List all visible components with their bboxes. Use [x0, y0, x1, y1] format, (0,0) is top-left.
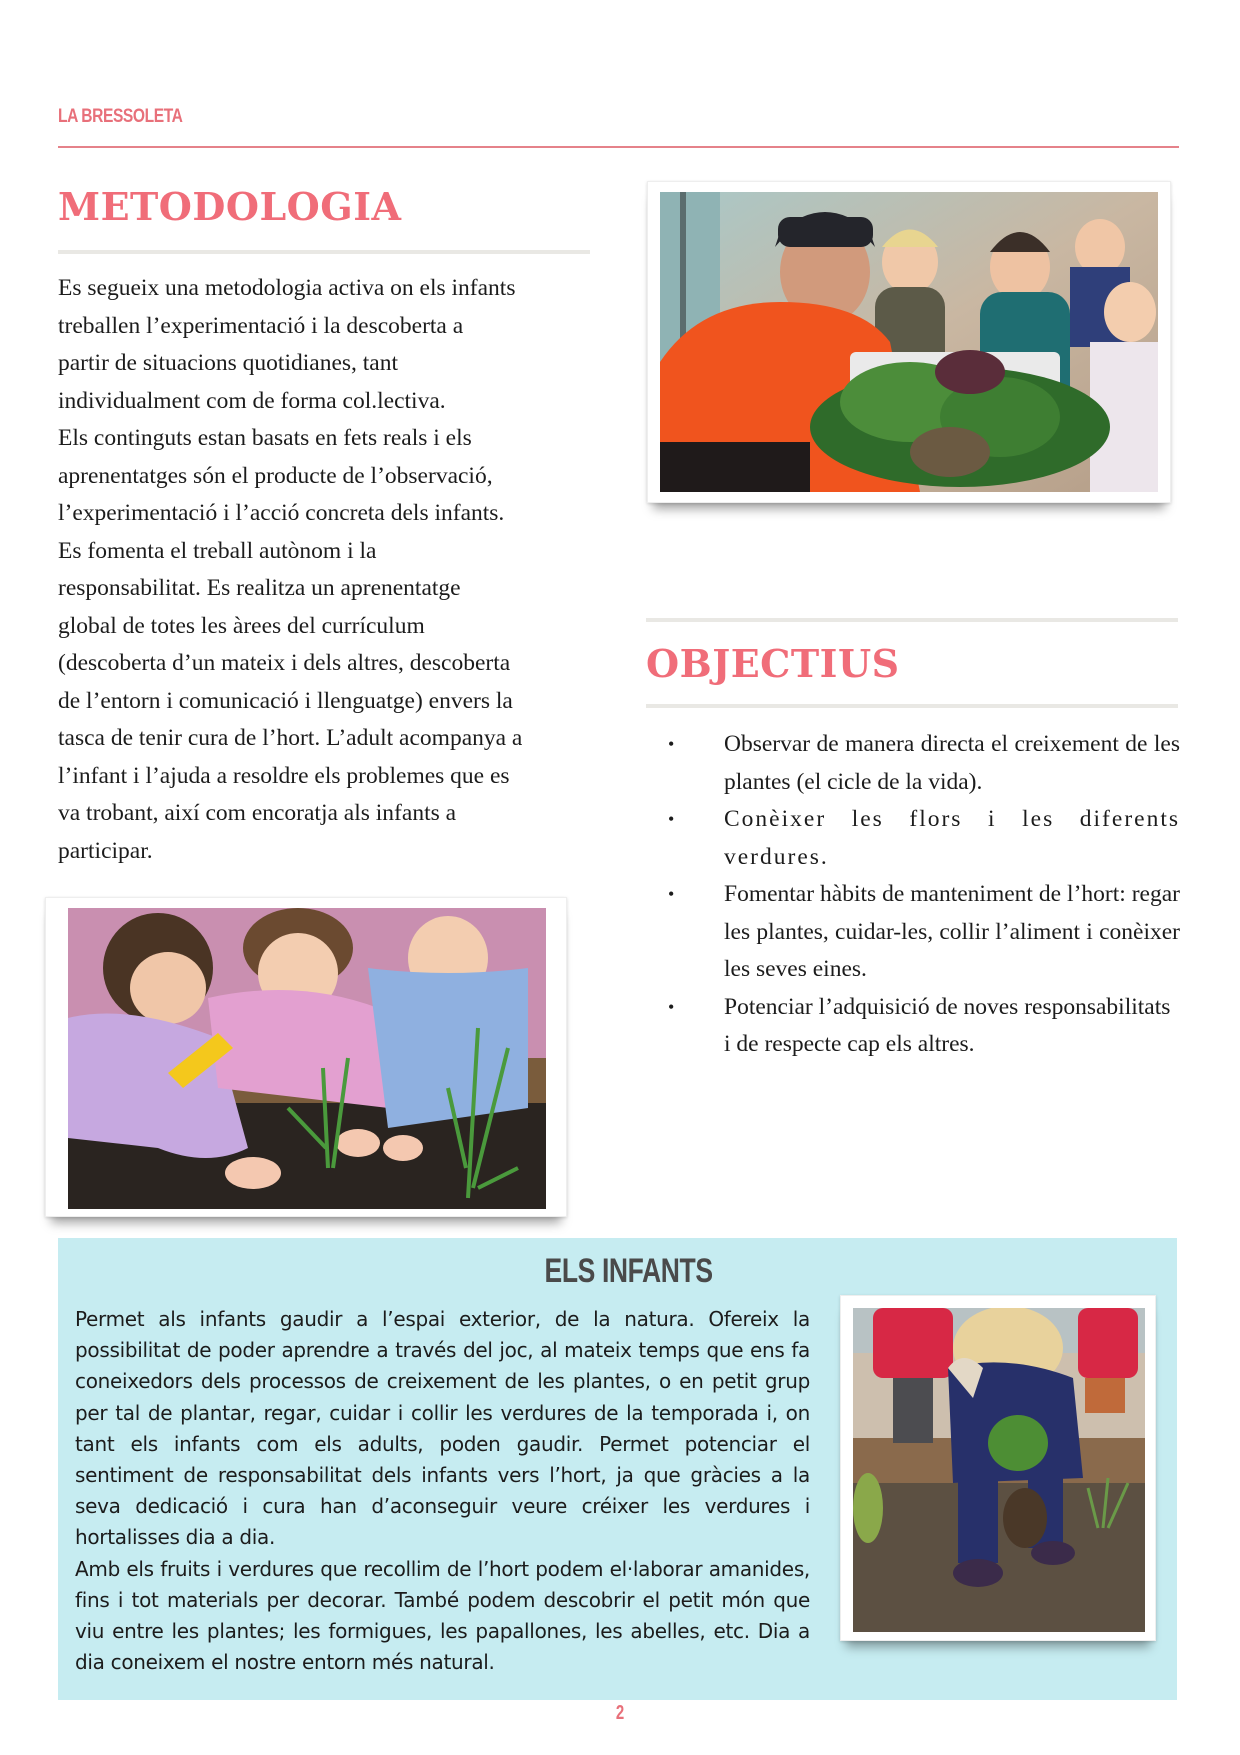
- metodologia-title: METODOLOGIA: [58, 184, 402, 229]
- text-line: partir de situacions quotidianes, tant: [58, 350, 399, 376]
- text-line: participar.: [58, 837, 153, 864]
- objective-text: Observar de manera directa el creixement de les plantes (el cicle de la vida).: [724, 731, 1180, 795]
- objective-item: [660, 989, 1180, 1064]
- text-line: Es segueix una metodologia activa on els infants: [58, 275, 516, 301]
- els-infants-section: [58, 1238, 1177, 1700]
- objective-text: Fomentar hàbits de manteniment de l’hort: regar les plantes, cuidar-les, collir l’aliment i conèixer les seves eines.: [724, 881, 1180, 982]
- bullet-icon: •: [668, 884, 675, 904]
- bullet-icon: •: [668, 734, 675, 754]
- objective-item: [660, 876, 1180, 989]
- brand-name: LA BRESSOLETA: [58, 106, 183, 127]
- text-line: Els continguts estan basats en fets reals i els: [58, 425, 472, 451]
- metodologia-body: [58, 270, 618, 870]
- text-line: treballen l’experimentació i la descoberta a: [58, 312, 464, 339]
- photo-image: [660, 192, 1158, 492]
- text-line: l’infant i l’ajuda a resoldre els problemes que es: [58, 762, 510, 789]
- header-divider: [58, 146, 1179, 148]
- els-infants-paragraph-1: Permet als infants gaudir a l’espai exterior, de la natura. Ofereix la possibilitat de poder aprendre a través del joc, al mateix temps que ens fa coneixedors dels processos de creixement de les plantes, o en petit grup per tal de plantar, regar, cuidar i collir les verdures de la temporada i, on tant els infants com els adults, poden gaudir. Permet potenciar el sentiment de responsabilitat dels infants vers l’hort, ja que gràcies a la seva dedicació i cura han d’aconseguir veure créixer les verdures i hortalisses dia a dia.: [75, 1307, 810, 1550]
- objective-item: [660, 726, 1180, 801]
- child-harvesting-photo-frame: [840, 1295, 1156, 1641]
- text-line: de l’entorn i comunicació i llenguatge) envers la: [58, 687, 513, 714]
- text-line: va trobant, així com encoratja als infants a: [58, 800, 457, 826]
- objectius-top-divider: [646, 618, 1178, 622]
- text-line: individualment com de forma col.lectiva.: [58, 387, 446, 414]
- text-line: Es fomenta el treball autònom i la: [58, 537, 377, 564]
- objective-text: Conèixer les flors i les diferents verdures.: [724, 806, 1180, 870]
- objective-item: [660, 801, 1180, 876]
- toddlers-planting-photo: [68, 908, 546, 1209]
- photo-image: [68, 908, 546, 1209]
- els-infants-body: [75, 1304, 810, 1678]
- child-harvesting-photo: [853, 1308, 1145, 1632]
- objectius-title: OBJECTIUS: [646, 641, 900, 686]
- metodologia-divider: [58, 250, 590, 254]
- els-infants-title: ELS INFANTS: [544, 1252, 713, 1290]
- adult-showing-vegetables-photo: [660, 192, 1158, 492]
- adult-showing-vegetables-photo-frame: [647, 181, 1171, 503]
- text-line: (descoberta d’un mateix i dels altres, descoberta: [58, 650, 511, 676]
- objectives-list: [660, 726, 1180, 1064]
- text-line: l’experimentació i l’acció concreta dels infants.: [58, 500, 505, 526]
- bullet-icon: •: [668, 809, 677, 829]
- objective-text: Potenciar l’adquisició de noves responsabilitats i de respecte cap els altres.: [724, 993, 1171, 1057]
- text-line: tasca de tenir cura de l’hort. L’adult acompanya a: [58, 725, 523, 751]
- bullet-icon: •: [668, 996, 675, 1017]
- text-line: responsabilitat. Es realitza un aprenentatge: [58, 575, 461, 601]
- photo-image: [853, 1308, 1145, 1632]
- text-line: aprenentatges són el producte de l’observació,: [58, 462, 493, 489]
- objectius-divider: [646, 704, 1178, 708]
- toddlers-planting-photo-frame: [45, 897, 567, 1217]
- text-line: global de totes les àrees del currículum: [58, 612, 425, 639]
- page-number: 2: [615, 1702, 625, 1724]
- els-infants-paragraph-2: Amb els fruits i verdures que recollim de l’hort podem el·laborar amanides, fins i tot materials per decorar. També podem descobrir el petit món que viu entre les plantes; les formigues, les papallones, les abelles, etc. Dia a dia coneixem el nostre entorn més natural.: [75, 1556, 810, 1675]
